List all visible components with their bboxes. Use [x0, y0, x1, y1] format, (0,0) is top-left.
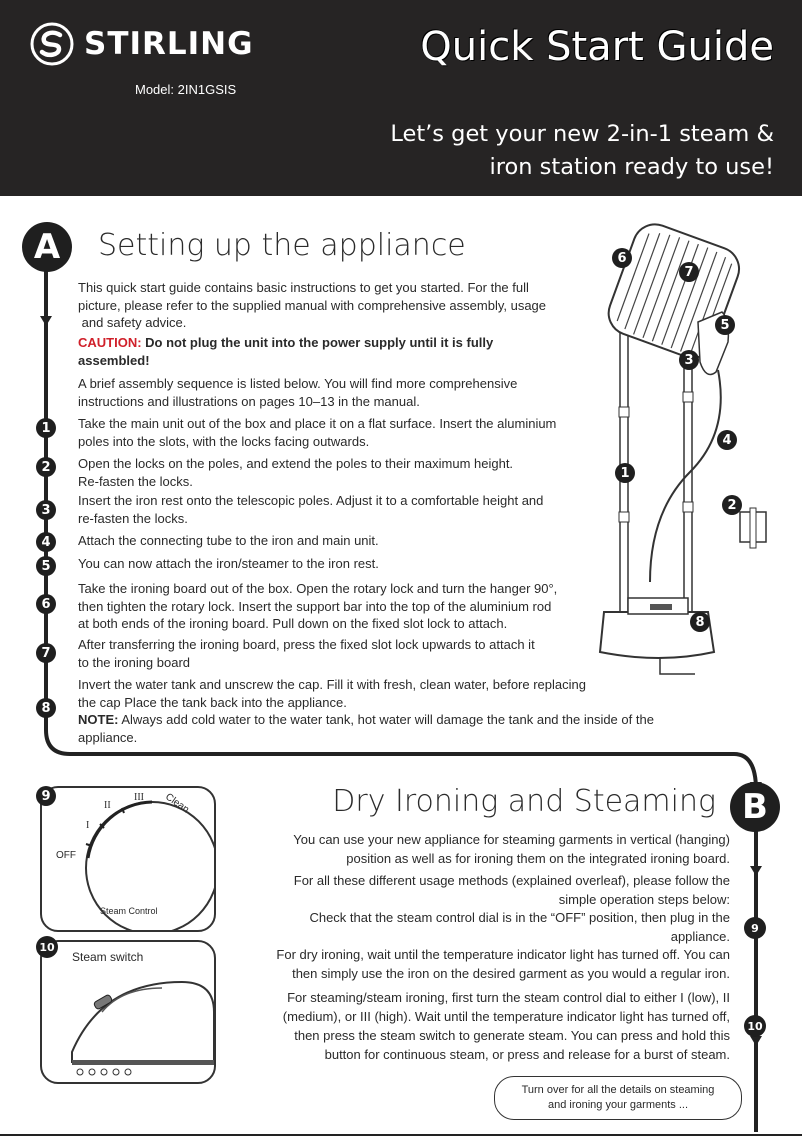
- model-number: Model: 2IN1GSIS: [135, 82, 237, 97]
- b-p5-line-1: For steaming/steam ironing, first turn the steam control dial to either I (low), II: [287, 990, 730, 1005]
- step-7-line-1: After transferring the ironing board, press the fixed slot lock upwards to attach it: [78, 637, 535, 652]
- step-2-line-1: Open the locks on the poles, and extend the poles to their maximum height.: [78, 456, 514, 471]
- caution-text: [78, 334, 618, 369]
- dial-off-label: OFF: [56, 850, 76, 861]
- steam-station-illustration: [590, 212, 790, 682]
- diagram-label-7: 7: [679, 262, 699, 282]
- step-3-line-1: Insert the iron rest onto the telescopic poles. Adjust it to a comfortable height and: [78, 493, 544, 508]
- b-p5-line-2: (medium), or III (high). Wait until the temperature indicator light has turned off,: [282, 1009, 730, 1024]
- intro-text: [78, 279, 618, 332]
- dry-intro-text: [210, 830, 730, 868]
- step-1-line-1: Take the main unit out of the box and place it on a flat surface. Insert the aluminium: [78, 416, 557, 431]
- panel-badge-10: 10: [36, 936, 58, 958]
- step-text-1: [78, 415, 638, 450]
- caution-label: CAUTION:: [78, 335, 142, 350]
- section-a-badge: A: [22, 222, 72, 272]
- brief-line-1: A brief assembly sequence is listed below. You will find more comprehensive: [78, 376, 518, 391]
- step-text-3: [78, 492, 638, 527]
- steam-switch-label: Steam switch: [72, 950, 144, 964]
- diagram-label-1: 1: [615, 463, 635, 483]
- caution-line-1: Do not plug the unit into the power supply until it is fully: [141, 335, 494, 350]
- step-badge-3: 3: [36, 500, 56, 520]
- steam-dial-panel: [40, 786, 216, 932]
- step-badge-8: 8: [36, 698, 56, 718]
- diagram-label-5: 5: [715, 315, 735, 335]
- tagline-line-2: iron station ready to use!: [489, 154, 774, 180]
- turn-over-note: [494, 1076, 742, 1120]
- step-text-4: Attach the connecting tube to the iron and main unit.: [78, 533, 379, 548]
- diagram-label-3: 3: [679, 350, 699, 370]
- step-1-line-2: poles into the slots, with the locks facing outwards.: [78, 433, 370, 449]
- step-badge-10: 10: [744, 1015, 766, 1037]
- dry-ironing-text: [190, 945, 730, 983]
- steam-switch-panel: [40, 940, 216, 1084]
- step-6-line-1: Take the ironing board out of the box. Open the rotary lock and turn the hanger 90°,: [78, 581, 558, 596]
- caution-line-2: assembled!: [78, 352, 150, 368]
- turn-over-line-1: Turn over for all the details on steaming: [521, 1084, 715, 1096]
- step-3-line-2: re-fasten the locks.: [78, 510, 188, 526]
- step-badge-9: 9: [744, 917, 766, 939]
- diagram-label-6: 6: [612, 248, 632, 268]
- dial-iii-label: III: [134, 792, 144, 803]
- section-a-title: Setting up the appliance: [98, 228, 466, 263]
- dial-i-label: I: [86, 820, 90, 831]
- section-b-title: Dry Ironing and Steaming: [332, 784, 716, 819]
- note-label: NOTE:: [78, 712, 119, 727]
- section-b-badge: B: [730, 782, 780, 832]
- brief-line-2: instructions and illustrations on pages 10–13 in the manual.: [78, 393, 420, 409]
- b-p2-line-1: For all these different usage methods (explained overleaf), please follow the: [293, 873, 730, 888]
- step-badge-2: 2: [36, 457, 56, 477]
- step-6-line-3: at both ends of the ironing board. Pull down on the fixed slot lock to attach.: [78, 616, 508, 631]
- step-badge-5: 5: [36, 556, 56, 576]
- step-text-8: [78, 676, 738, 746]
- b-p5-line-3: then press the steam switch to generate steam. You can press and hold this: [294, 1028, 730, 1043]
- step-badge-4: 4: [36, 532, 56, 552]
- dry-steps-text: [210, 871, 730, 909]
- note-text: Always add cold water to the water tank, hot water will damage the tank and the inside of the: [118, 712, 654, 727]
- step-text-7: [78, 636, 638, 671]
- step-badge-6: 6: [36, 594, 56, 614]
- tagline-line-1: Let’s get your new 2-in-1 steam &: [390, 121, 774, 147]
- diagram-label-8: 8: [690, 612, 710, 632]
- step-8-line-2: the cap Place the tank back into the appliance.: [78, 694, 347, 710]
- b-p2-line-2: simple operation steps below:: [558, 892, 730, 907]
- step-text-6: [78, 580, 638, 633]
- intro-line-3: and safety advice.: [78, 315, 187, 330]
- b-p5-line-4: button for continuous steam, or press and release for a burst of steam.: [324, 1047, 730, 1062]
- diagram-label-2: 2: [722, 495, 742, 515]
- dial-ii-label: II: [104, 800, 111, 811]
- intro-line-2: picture, please refer to the supplied manual with comprehensive assembly, usage: [78, 297, 547, 313]
- b-p4-line-2: then simply use the iron on the desired garment as you would a regular iron.: [292, 966, 730, 981]
- note-line-2: appliance.: [78, 729, 138, 745]
- dial-steam-control-label: Steam Control: [100, 906, 158, 916]
- step-badge-1: 1: [36, 418, 56, 438]
- panel-badge-9: 9: [36, 786, 56, 806]
- step-7-line-2: to the ironing board: [78, 654, 191, 670]
- intro-line-1: This quick start guide contains basic instructions to get you started. For the full: [78, 280, 529, 295]
- step-8-line-1: Invert the water tank and unscrew the cap. Fill it with fresh, clean water, before replacing: [78, 677, 586, 692]
- page-title: Quick Start Guide: [420, 24, 774, 70]
- b-p1-line-1: You can use your new appliance for steaming garments in vertical (hanging): [293, 832, 730, 847]
- brand-name: STIRLING: [84, 26, 254, 62]
- step-text-5: You can now attach the iron/steamer to the iron rest.: [78, 556, 379, 571]
- b-p3-line-1: Check that the steam control dial is in the “OFF” position, then plug in the: [309, 910, 730, 925]
- diagram-label-4: 4: [717, 430, 737, 450]
- dial-clean-label: Clean: [163, 791, 191, 816]
- step-text-2: [78, 455, 638, 490]
- b-p3-line-2: appliance.: [670, 929, 730, 944]
- brief-text: [78, 375, 618, 410]
- b-p4-line-1: For dry ironing, wait until the temperature indicator light has turned off. You can: [276, 947, 730, 962]
- check-dial-text: [210, 908, 730, 946]
- steam-ironing-text: [190, 988, 730, 1064]
- step-6-line-2: then tighten the rotary lock. Insert the support bar into the top of the aluminium rod: [78, 598, 552, 614]
- b-p1-line-2: position as well as for ironing them on the integrated ironing board.: [346, 851, 730, 866]
- step-2-line-2: Re-fasten the locks.: [78, 473, 193, 489]
- note-line-1: [78, 711, 738, 729]
- step-badge-7: 7: [36, 643, 56, 663]
- turn-over-line-2: and ironing your garments ...: [547, 1099, 689, 1111]
